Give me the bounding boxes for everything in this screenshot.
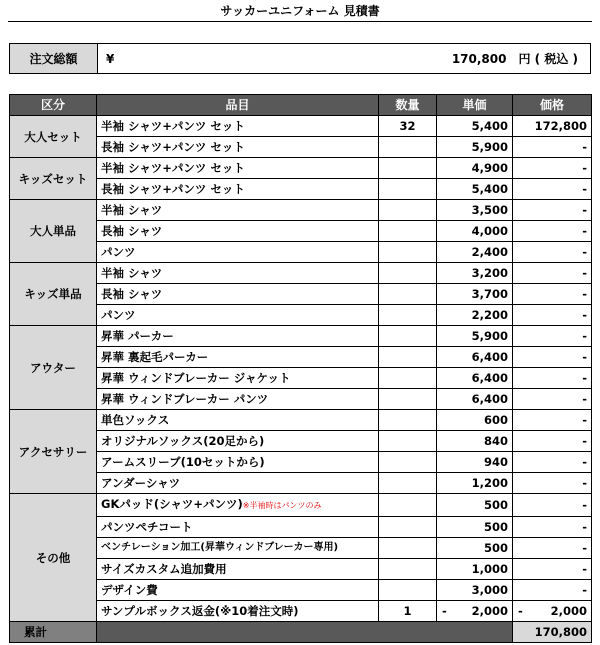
category-cell: キッズセット (10, 158, 97, 200)
category-cell: その他 (10, 494, 97, 622)
quantity-cell (379, 473, 437, 494)
unit-price-cell: 500 (437, 494, 513, 517)
quantity-cell (379, 326, 437, 347)
table-row (10, 601, 592, 622)
item-name: 昇華 パーカー (101, 329, 174, 343)
table-row (10, 179, 592, 200)
price-cell: - (513, 580, 592, 601)
price-cell: - (513, 473, 592, 494)
unit-price-cell: 840 (437, 431, 513, 452)
unit-price-cell: 3,700 (437, 284, 513, 305)
quantity-cell (379, 368, 437, 389)
item-cell (97, 580, 379, 601)
quantity-cell (379, 221, 437, 242)
item-name: 半袖 シャツ (101, 203, 163, 217)
header-unit-price: 単価 (437, 95, 513, 116)
grand-total-label: 累計 (10, 622, 97, 643)
quantity-cell (379, 200, 437, 221)
item-name: 昇華 ウィンドブレーカー パンツ (101, 392, 269, 406)
item-cell (97, 559, 379, 580)
quote-table-body (10, 116, 592, 643)
item-name: 長袖 シャツ+パンツ セット (101, 182, 245, 196)
table-row (10, 326, 592, 347)
price-cell: 172,800 (513, 116, 592, 137)
item-name: 長袖 シャツ (101, 224, 163, 238)
price-cell: - (513, 494, 592, 517)
price-cell: - (513, 517, 592, 538)
order-total-box (9, 43, 591, 74)
price-cell: - (513, 263, 592, 284)
header-category: 区分 (10, 95, 97, 116)
price-cell: - (513, 158, 592, 179)
unit-price-cell: 500 (437, 517, 513, 538)
item-name: 半袖 シャツ+パンツ セット (101, 161, 245, 175)
price-cell: - (513, 452, 592, 473)
quantity-cell (379, 305, 437, 326)
item-name: パンツ (101, 308, 136, 322)
price-cell: - (513, 200, 592, 221)
table-row (10, 389, 592, 410)
unit-price-cell: 4,900 (437, 158, 513, 179)
header-item: 品目 (97, 95, 379, 116)
quantity-cell (379, 494, 437, 517)
quantity-cell (379, 580, 437, 601)
price-cell: - (513, 305, 592, 326)
price-cell: - (513, 347, 592, 368)
item-name: サイズカスタム追加費用 (101, 562, 227, 576)
item-name: オリジナルソックス(20足から) (101, 434, 265, 448)
unit-price-cell: 4,000 (437, 221, 513, 242)
unit-price-cell: 1,200 (437, 473, 513, 494)
item-cell (97, 137, 379, 158)
item-cell (97, 601, 379, 622)
price-cell: - (513, 410, 592, 431)
item-cell (97, 326, 379, 347)
table-row (10, 158, 592, 179)
table-row (10, 263, 592, 284)
price-cell: - (513, 431, 592, 452)
item-cell (97, 116, 379, 137)
table-row (10, 116, 592, 137)
item-note: ※半袖時はパンツのみ (242, 501, 322, 510)
table-row (10, 284, 592, 305)
quantity-cell (379, 242, 437, 263)
order-total-value (98, 44, 590, 73)
unit-price-cell: 5,900 (437, 326, 513, 347)
table-row (10, 305, 592, 326)
price-cell: - (513, 179, 592, 200)
quantity-cell: 1 (379, 601, 437, 622)
title-underline (8, 21, 592, 22)
quantity-cell (379, 347, 437, 368)
price-cell: - (513, 137, 592, 158)
header-quantity: 数量 (379, 95, 437, 116)
quantity-cell (379, 431, 437, 452)
value: 2,000 (471, 604, 508, 618)
price-cell: - (513, 242, 592, 263)
item-name: 長袖 シャツ+パンツ セット (101, 140, 245, 154)
price-cell: - (513, 368, 592, 389)
quantity-cell (379, 137, 437, 158)
unit-price-cell: 5,900 (437, 137, 513, 158)
item-cell (97, 263, 379, 284)
quantity-cell (379, 284, 437, 305)
item-cell (97, 347, 379, 368)
price-cell (513, 601, 592, 622)
item-name: パンツペチコート (101, 520, 193, 534)
table-row (10, 410, 592, 431)
unit-price-cell: 6,400 (437, 389, 513, 410)
item-name: デザイン費 (101, 583, 158, 597)
order-total-suffix: 円 ( 税込 ) (518, 52, 578, 66)
category-cell: 大人単品 (10, 200, 97, 263)
table-row (10, 452, 592, 473)
table-row (10, 473, 592, 494)
item-name: GKパッド(シャツ+パンツ) (101, 497, 243, 511)
unit-price-cell: 1,000 (437, 559, 513, 580)
item-cell (97, 158, 379, 179)
item-cell (97, 538, 379, 559)
table-row (10, 517, 592, 538)
grand-total-amount: 170,800 (513, 622, 592, 643)
quantity-cell: 32 (379, 116, 437, 137)
unit-price-cell: 600 (437, 410, 513, 431)
item-cell (97, 473, 379, 494)
order-total-label: 注文総額 (10, 44, 98, 73)
item-name: 長袖 シャツ (101, 287, 163, 301)
table-row (10, 494, 592, 517)
quantity-cell (379, 517, 437, 538)
item-name: 昇華 ウィンドブレーカー ジャケット (101, 371, 291, 385)
item-cell (97, 410, 379, 431)
unit-price-cell: 6,400 (437, 368, 513, 389)
item-cell (97, 221, 379, 242)
item-cell (97, 389, 379, 410)
unit-price-cell: 940 (437, 452, 513, 473)
item-name: アンダーシャツ (101, 476, 181, 490)
table-row (10, 538, 592, 559)
unit-price-cell: 2,200 (437, 305, 513, 326)
price-cell: - (513, 538, 592, 559)
quantity-cell (379, 389, 437, 410)
quantity-cell (379, 410, 437, 431)
quantity-cell (379, 538, 437, 559)
item-cell (97, 284, 379, 305)
order-total-amount: 170,800 (451, 51, 507, 66)
grand-total-row (10, 622, 592, 643)
page-title: サッカーユニフォーム 見積書 (220, 4, 380, 18)
item-cell (97, 517, 379, 538)
value: 2,000 (550, 604, 587, 618)
quantity-cell (379, 559, 437, 580)
item-name: アームスリーブ(10セットから) (101, 455, 265, 469)
currency-symbol: ¥ (106, 51, 115, 66)
quantity-cell (379, 158, 437, 179)
price-cell: - (513, 389, 592, 410)
quantity-cell (379, 263, 437, 284)
table-row (10, 431, 592, 452)
category-cell: アウター (10, 326, 97, 410)
table-row (10, 200, 592, 221)
item-name: パンツ (101, 245, 136, 259)
price-cell: - (513, 221, 592, 242)
item-name: 半袖 シャツ (101, 266, 163, 280)
unit-price-cell: 2,400 (437, 242, 513, 263)
item-cell (97, 305, 379, 326)
table-row (10, 347, 592, 368)
item-cell (97, 368, 379, 389)
item-cell (97, 452, 379, 473)
unit-price-cell: 5,400 (437, 179, 513, 200)
unit-price-cell: 3,200 (437, 263, 513, 284)
minus-sign: - (518, 604, 523, 618)
item-name: ベンチレーション加工(昇華ウィンドブレーカー専用) (101, 542, 339, 553)
unit-price-cell: 6,400 (437, 347, 513, 368)
header-price: 価格 (513, 95, 592, 116)
quote-table (9, 94, 592, 643)
unit-price-cell: 500 (437, 538, 513, 559)
item-cell (97, 494, 379, 517)
category-cell: キッズ単品 (10, 263, 97, 326)
item-name: サンプルボックス返金(※10着注文時) (101, 604, 299, 618)
category-cell: アクセサリー (10, 410, 97, 494)
item-name: 単色ソックス (101, 413, 170, 427)
unit-price-cell: 3,500 (437, 200, 513, 221)
item-cell (97, 179, 379, 200)
table-row (10, 580, 592, 601)
table-row (10, 221, 592, 242)
item-cell (97, 242, 379, 263)
table-row (10, 368, 592, 389)
unit-price-cell: 5,400 (437, 116, 513, 137)
item-name: 半袖 シャツ+パンツ セット (101, 119, 245, 133)
item-cell (97, 200, 379, 221)
price-cell: - (513, 284, 592, 305)
table-row (10, 137, 592, 158)
table-row (10, 242, 592, 263)
table-row (10, 559, 592, 580)
category-cell: 大人セット (10, 116, 97, 158)
item-name: 昇華 裏起毛パーカー (101, 350, 209, 364)
quantity-cell (379, 179, 437, 200)
grand-total-spacer (97, 622, 513, 643)
quantity-cell (379, 452, 437, 473)
item-cell (97, 431, 379, 452)
minus-sign: - (442, 604, 447, 618)
table-header-row (10, 95, 592, 116)
unit-price-cell: 3,000 (437, 580, 513, 601)
price-cell: - (513, 326, 592, 347)
price-cell: - (513, 559, 592, 580)
unit-price-cell (437, 601, 513, 622)
